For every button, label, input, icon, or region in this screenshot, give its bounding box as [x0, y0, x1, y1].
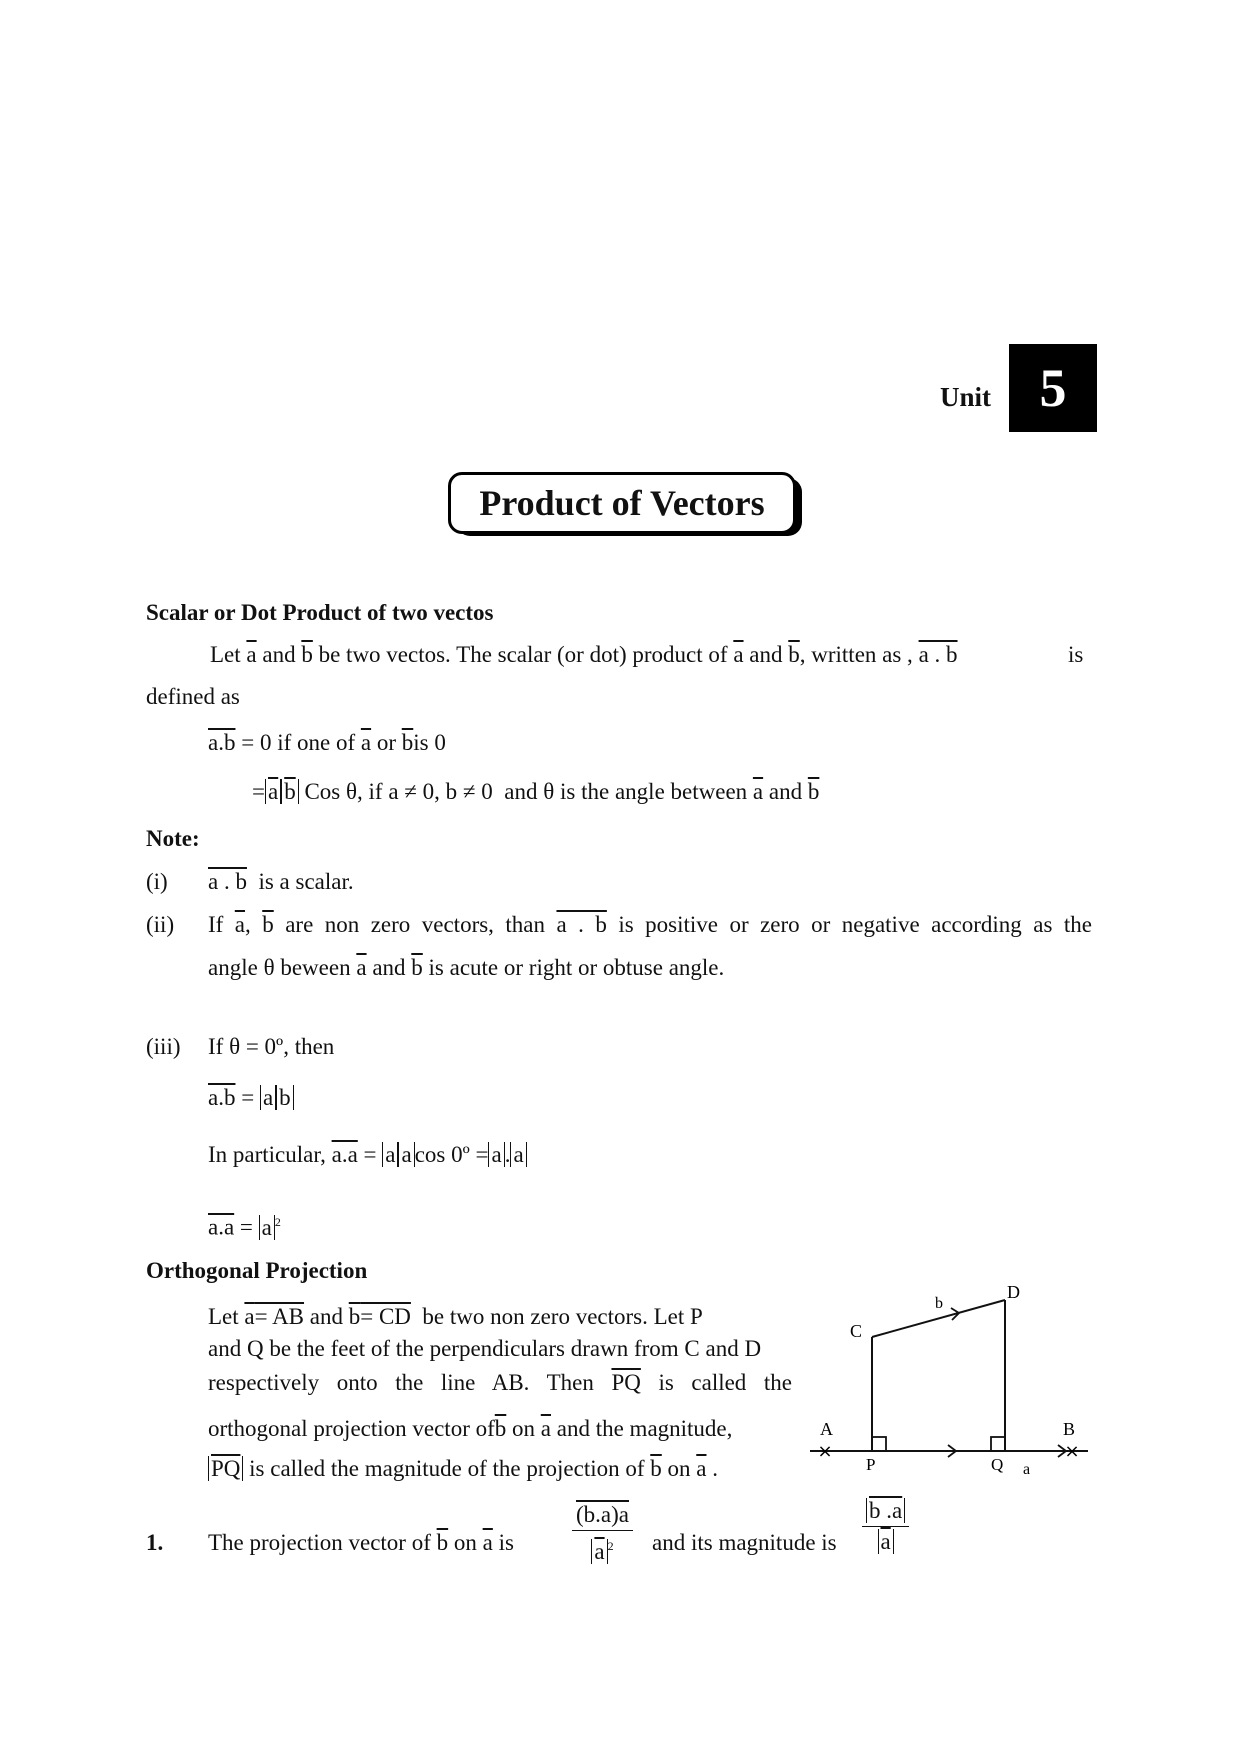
label-vector-a: a: [1023, 1461, 1031, 1478]
definition-line-1: a.b = 0 if one of $\overline{a}$ or $\overline{b}is$ 0: [208, 730, 446, 755]
equation-ab: a.b = a b: [208, 1083, 294, 1113]
note-i-label: (i): [146, 869, 168, 894]
label-q: Q: [991, 1455, 1004, 1474]
label-d: D: [1007, 1282, 1020, 1302]
note-ii-line-1: If $\overline{a}$, $\overline{b}$ are non zero vectors, than a . b is positive or zero or negative according as the: [208, 912, 1092, 937]
note-ii-line-2: angle θ beween $\overline{a}$ and $\overline{b}$ is acute or right or obtuse angle.: [208, 955, 725, 980]
section-heading-dot-product: Scalar or Dot Product of two vectos: [146, 600, 494, 625]
note-i-text: a . b is a scalar.: [208, 869, 354, 894]
projection-line-3: respectively onto the line AB. Then $\overline{PQ}$ is called the: [208, 1370, 793, 1395]
label-c: C: [850, 1321, 863, 1341]
definition-line-2: = $\overline{a}$ $\overline{b}$ Cos θ, if a ≠ 0, b ≠ 0 and θ is the angle between $\overline{a}$ and $\overline{b}$: [252, 779, 820, 804]
projection-line-2: and Q be the feet of the perpendiculars drawn from C and D: [208, 1336, 762, 1361]
label-vector-b: b: [935, 1295, 943, 1312]
right-angle-q: [991, 1437, 1005, 1451]
projection-vector-fraction: $\frac{(b.a)a}{\overline{a} ^2}$: [572, 1500, 633, 1567]
projection-line-5: $\overline{PQ}$ is called the magnitude of the projection of $\overline{b}$ on $\overline{a}$ .: [208, 1454, 718, 1484]
page-title: Product of Vectors: [448, 472, 796, 534]
defined-as: defined as: [146, 684, 240, 709]
equation-aa-squared: a.a = a $^2$: [208, 1214, 281, 1240]
marker-a-cross: ×: [817, 1441, 833, 1462]
item-number: 1.: [146, 1530, 164, 1555]
projection-line-1: Let $\overline{a}=$ AB and $\overline{b}=$ CD be two non zero vectors. Let P: [208, 1304, 703, 1329]
label-p: P: [866, 1455, 876, 1474]
marker-b-cross: ×: [1064, 1441, 1080, 1462]
label-b-point: B: [1063, 1419, 1076, 1439]
intro-line: Let $\overline{a}$ and $\overline{b}$ be two vectos. The scalar (or dot) product of $\overline{a}$ and $\overline{b}$, written as , a . b: [210, 642, 958, 667]
unit-label: Unit: [940, 382, 992, 412]
label-a-point: A: [820, 1419, 833, 1439]
item-text-2: and its magnitude is: [652, 1530, 837, 1555]
projection-diagram: [805, 1280, 1105, 1490]
right-angle-p: [872, 1437, 886, 1451]
unit-number-badge: 5: [1009, 344, 1097, 432]
note-iii-label: (iii): [146, 1034, 181, 1059]
projection-magnitude-fraction: $\frac{b .a}{a}$: [862, 1496, 909, 1557]
note-iii-text: If θ = 0º, then: [208, 1034, 335, 1059]
item-text: The projection vector of $\overline{b}$ on $\overline{a}$ is: [208, 1530, 514, 1555]
note-heading: Note:: [146, 826, 200, 851]
note-ii-label: (ii): [146, 912, 175, 937]
projection-line-4: orthogonal projection vector $of\overline{b}$ on $\overline{a}$ and the magnitude,: [208, 1416, 733, 1441]
intro-line-end: is: [1068, 642, 1084, 667]
section-heading-orthogonal-projection: Orthogonal Projection: [146, 1258, 368, 1283]
equation-particular: In particular, a.a = a a cos 0º = a . a: [208, 1140, 527, 1170]
